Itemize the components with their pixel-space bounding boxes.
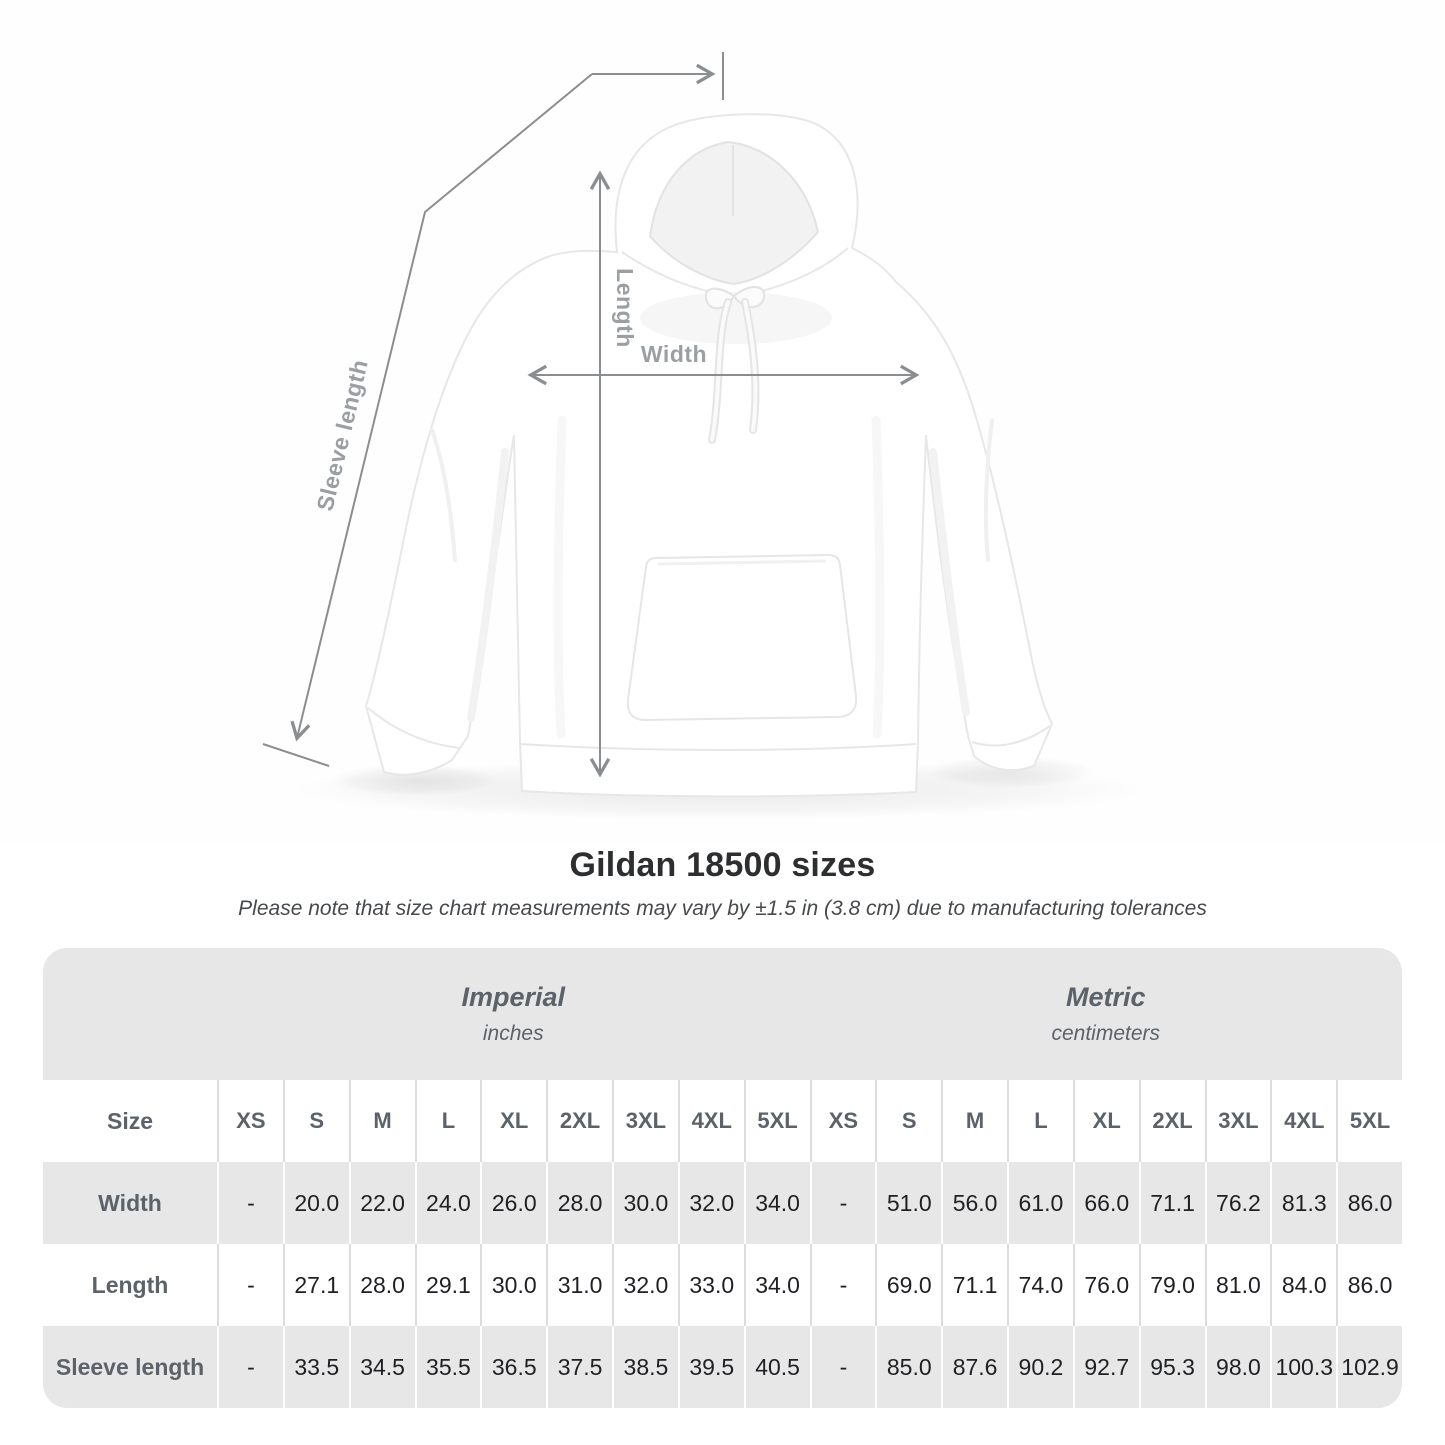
band-spacer: [43, 948, 217, 1080]
imperial-value-cell: 40.5: [744, 1326, 810, 1408]
metric-value-cell: -: [810, 1244, 876, 1326]
imperial-value-cell: -: [217, 1326, 283, 1408]
size-header-cell: 5XL: [744, 1080, 810, 1162]
metric-value-cell: 66.0: [1073, 1162, 1139, 1244]
size-header-cell: S: [283, 1080, 349, 1162]
metric-value-cell: 98.0: [1205, 1326, 1271, 1408]
imperial-value-cell: 28.0: [546, 1162, 612, 1244]
size-header-cell: XS: [810, 1080, 876, 1162]
page-title: Gildan 18500 sizes: [569, 846, 876, 884]
size-header-cell: L: [1007, 1080, 1073, 1162]
metric-value-cell: 76.2: [1205, 1162, 1271, 1244]
metric-value-cell: 92.7: [1073, 1326, 1139, 1408]
measurement-label: Sleeve length: [43, 1326, 217, 1408]
hoodie-pocket: [628, 555, 856, 720]
metric-value-cell: -: [810, 1162, 876, 1244]
metric-value-cell: 85.0: [875, 1326, 941, 1408]
metric-value-cell: 79.0: [1139, 1244, 1205, 1326]
imperial-value-cell: 29.1: [415, 1244, 481, 1326]
size-table: [43, 948, 1402, 1408]
imperial-value-cell: 32.0: [678, 1162, 744, 1244]
metric-value-cell: 87.6: [941, 1326, 1007, 1408]
imperial-value-cell: 37.5: [546, 1326, 612, 1408]
imperial-value-cell: 27.1: [283, 1244, 349, 1326]
heading-block: [0, 846, 1445, 921]
size-header-cell: M: [941, 1080, 1007, 1162]
metric-value-cell: 100.3: [1270, 1326, 1336, 1408]
imperial-value-cell: 34.0: [744, 1162, 810, 1244]
metric-value-cell: 86.0: [1336, 1244, 1402, 1326]
size-header-cell: 5XL: [1336, 1080, 1402, 1162]
imperial-value-cell: 32.0: [612, 1244, 678, 1326]
imperial-value-cell: 26.0: [480, 1162, 546, 1244]
imperial-value-cell: 39.5: [678, 1326, 744, 1408]
size-header-cell: 4XL: [1270, 1080, 1336, 1162]
imperial-value-cell: 31.0: [546, 1244, 612, 1326]
imperial-value-cell: -: [217, 1244, 283, 1326]
metric-value-cell: 71.1: [941, 1244, 1007, 1326]
imperial-value-cell: 28.0: [349, 1244, 415, 1326]
unit-group-imperial: [217, 948, 810, 1080]
size-header-cell: L: [415, 1080, 481, 1162]
measurement-label: Length: [43, 1244, 217, 1326]
imperial-value-cell: -: [217, 1162, 283, 1244]
imperial-value-cell: 34.0: [744, 1244, 810, 1326]
size-header-cell: 4XL: [678, 1080, 744, 1162]
metric-value-cell: 71.1: [1139, 1162, 1205, 1244]
metric-value-cell: 56.0: [941, 1162, 1007, 1244]
size-header-cell: XS: [217, 1080, 283, 1162]
imperial-value-cell: 22.0: [349, 1162, 415, 1244]
metric-value-cell: 86.0: [1336, 1162, 1402, 1244]
metric-group-label: Metric: [1065, 982, 1146, 1012]
tolerance-note: Please note that size chart measurements may vary by ±1.5 in (3.8 cm) due to manufacturing tolerances: [238, 897, 1207, 920]
imperial-unit-label: inches: [482, 1022, 544, 1045]
size-header-cell: 2XL: [546, 1080, 612, 1162]
hoodie-image: [366, 114, 1052, 796]
imperial-value-cell: 35.5: [415, 1326, 481, 1408]
metric-value-cell: 76.0: [1073, 1244, 1139, 1326]
size-column-header: Size: [43, 1080, 217, 1162]
width-label: Width: [640, 341, 708, 367]
size-header-cell: XL: [480, 1080, 546, 1162]
metric-value-cell: -: [810, 1326, 876, 1408]
metric-value-cell: 90.2: [1007, 1326, 1073, 1408]
imperial-value-cell: 36.5: [480, 1326, 546, 1408]
imperial-group-label: Imperial: [461, 982, 566, 1012]
size-header-cell: 3XL: [1205, 1080, 1271, 1162]
measurement-label: Width: [43, 1162, 217, 1244]
imperial-value-cell: 33.5: [283, 1326, 349, 1408]
metric-value-cell: 81.3: [1270, 1162, 1336, 1244]
sleeve-length-label: Sleeve length: [311, 356, 373, 514]
imperial-value-cell: 30.0: [480, 1244, 546, 1326]
metric-value-cell: 61.0: [1007, 1162, 1073, 1244]
size-header-cell: XL: [1073, 1080, 1139, 1162]
imperial-value-cell: 20.0: [283, 1162, 349, 1244]
unit-group-metric: [810, 948, 1403, 1080]
metric-value-cell: 95.3: [1139, 1326, 1205, 1408]
imperial-value-cell: 24.0: [415, 1162, 481, 1244]
imperial-value-cell: 34.5: [349, 1326, 415, 1408]
metric-unit-label: centimeters: [1051, 1022, 1161, 1045]
metric-value-cell: 69.0: [875, 1244, 941, 1326]
metric-value-cell: 74.0: [1007, 1244, 1073, 1326]
size-header-cell: S: [875, 1080, 941, 1162]
imperial-value-cell: 33.0: [678, 1244, 744, 1326]
imperial-value-cell: 30.0: [612, 1162, 678, 1244]
imperial-value-cell: 38.5: [612, 1326, 678, 1408]
size-header-cell: 3XL: [612, 1080, 678, 1162]
sleeve-end-tick: [263, 744, 329, 766]
metric-value-cell: 51.0: [875, 1162, 941, 1244]
metric-value-cell: 102.9: [1336, 1326, 1402, 1408]
metric-value-cell: 81.0: [1205, 1244, 1271, 1326]
length-label: Length: [612, 268, 638, 348]
size-header-cell: 2XL: [1139, 1080, 1205, 1162]
metric-value-cell: 84.0: [1270, 1244, 1336, 1326]
size-header-cell: M: [349, 1080, 415, 1162]
